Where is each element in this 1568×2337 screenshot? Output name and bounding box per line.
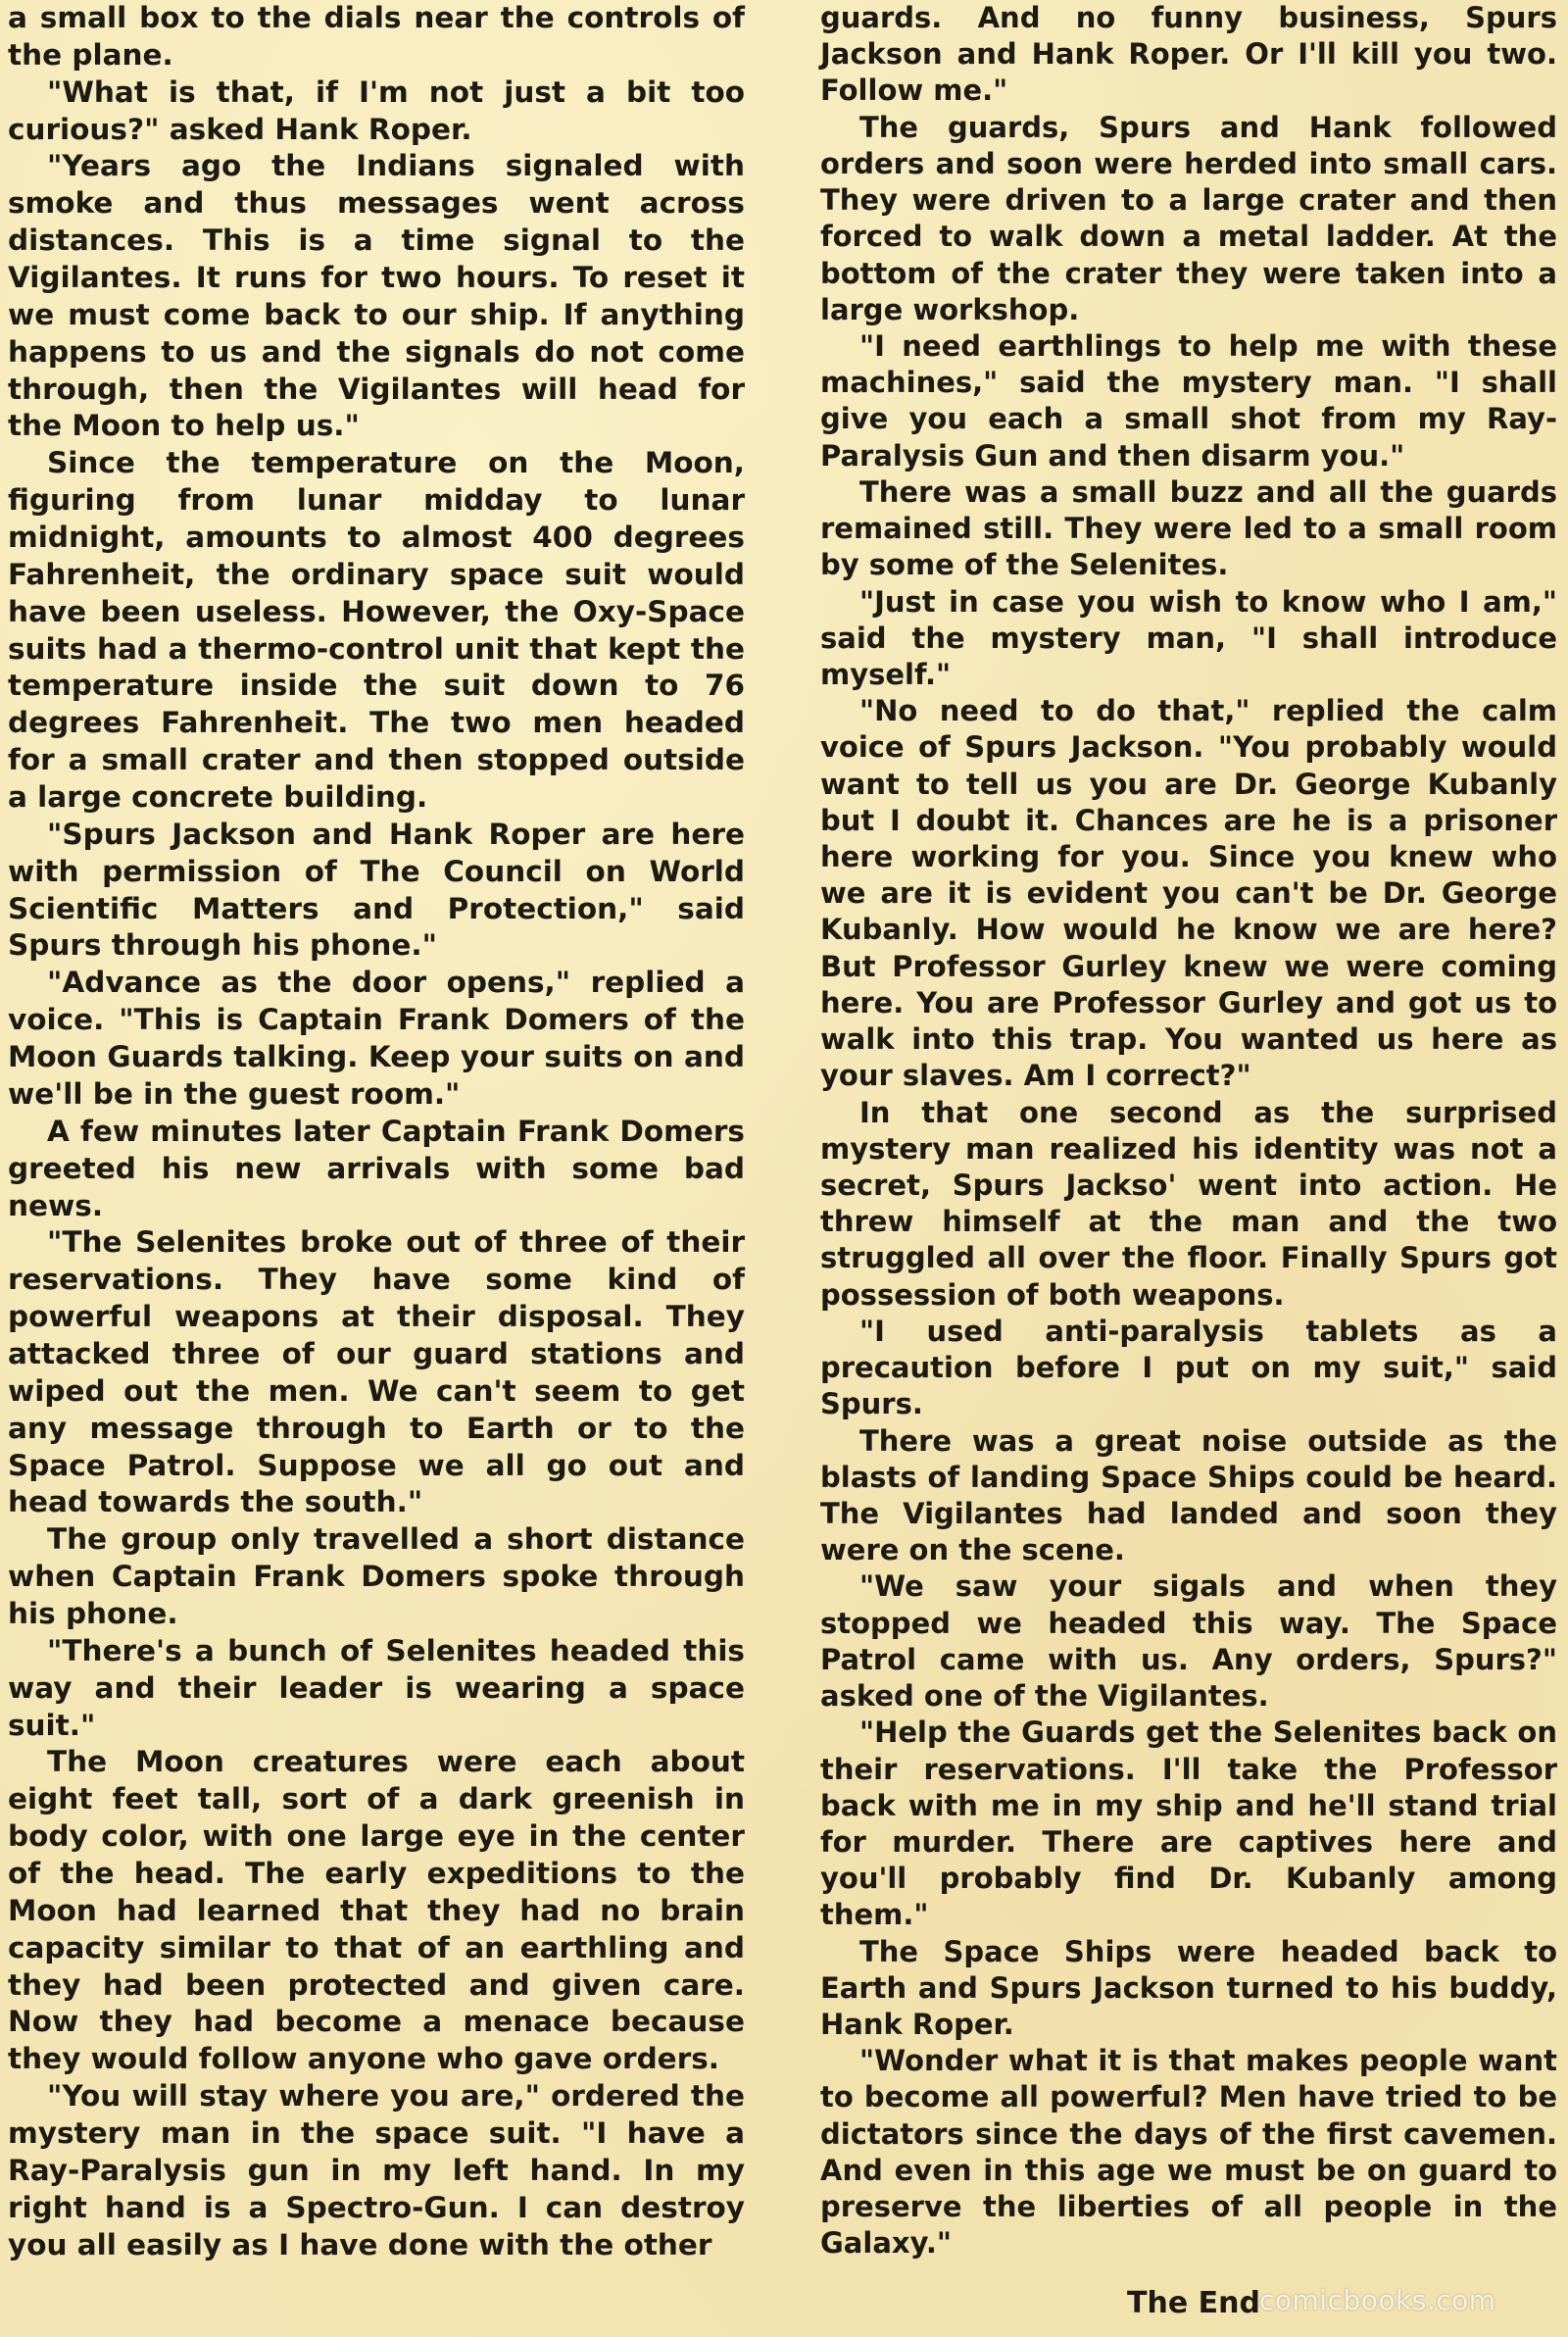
paragraph: "Advance as the door opens," replied a voice. "This is Captain Frank Domers of the Moon Guards talking. Keep your suits on and we'll be in the guest room." — [8, 966, 745, 1111]
paragraph: The Space Ships were headed back to Earth and Spurs Jackson turned to his buddy, Hank Roper. — [820, 1934, 1557, 2042]
paragraph: A few minutes later Captain Frank Domers greeted his new arrivals with some bad news. — [8, 1114, 745, 1222]
paragraph: "Help the Guards get the Selenites back on their reservations. I'll take the Professor back with me in my ship and he'll stand trial for murder. There are captives here and you'll probably find Dr. Kubanly among them." — [820, 1715, 1557, 1932]
paragraph: "We saw your sigals and when they stopped we headed this way. The Space Patrol came with us. Any orders, Spurs?" asked one of the Vigilantes. — [820, 1569, 1557, 1714]
paragraph: "Just in case you wish to know who I am," said the mystery man, "I shall introduce myself." — [820, 584, 1557, 691]
paragraph: There was a great noise outside as the blasts of landing Space Ships could be heard. The Vigilantes had landed and soon they were on the scene. — [820, 1423, 1557, 1567]
paragraph: There was a small buzz and all the guards remained still. They were led to a small room by some of the Selenites. — [820, 474, 1557, 582]
the-end-label: The End — [1127, 2286, 1260, 2320]
right-text-column — [820, 0, 1557, 2262]
site-watermark: comicbooks.com — [1259, 2284, 1496, 2316]
paragraph: "Years ago the Indians signaled with smoke and thus messages went across distances. This is a time signal to the Vigilantes. It runs for two hours. To reset it we must come back to our ship. If anything happens to us and the signals do not come through, then the Vigilantes will head for the Moon to help us." — [8, 149, 745, 443]
paragraph: "Wonder what it is that makes people want to become all powerful? Men have tried to be dictators since the days of the first cavemen. And even in this age we must be on guard to preserve the liberties of all people in the Galaxy." — [820, 2044, 1557, 2261]
paragraph: Since the temperature on the Moon, figuring from lunar midday to lunar midnight, amounts to almost 400 degrees Fahrenheit, the ordinary space suit would have been useless. However, the Oxy-Space suits had a thermo-control unit that kept the temperature inside the suit down to 76 degrees Fahrenheit. The two men headed for a small crater and then stopped outside a large concrete building. — [8, 446, 745, 815]
paragraph: "There's a bunch of Selenites headed this way and their leader is wearing a space suit." — [8, 1633, 745, 1742]
left-text-column — [8, 0, 745, 2263]
paragraph: The guards, Spurs and Hank followed orders and soon were herded into small cars. They were driven to a large crater and then forced to walk down a metal ladder. At the bottom of the crater they were taken into a large workshop. — [820, 110, 1557, 326]
paragraph: a small box to the dials near the controls of the plane. — [8, 1, 745, 72]
paragraph: "Spurs Jackson and Hank Roper are here with permission of The Council on World Scientific Matters and Protection," said Spurs through his phone." — [8, 817, 745, 963]
paragraph: "No need to do that," replied the calm voice of Spurs Jackson. "You probably would want to tell us you are Dr. George Kubanly but I doubt it. Chances are he is a prisoner here working for you. Since you knew who we are it is evident you can't be Dr. George Kubanly. How would he know we are here? But Professor Gurley knew we were coming here. You are Professor Gurley and got us to walk into this trap. You wanted us here as your slaves. Am I correct?" — [820, 694, 1557, 1093]
paragraph: The Moon creatures were each about eight feet tall, sort of a dark greenish in body color, with one large eye in the center of the head. The early expeditions to the Moon had learned that they had no brain capacity similar to that of an earthling and they had been protected and given care. Now they had become a menace because they would follow anyone who gave orders. — [8, 1745, 745, 2076]
paragraph: The group only travelled a short distance when Captain Frank Domers spoke through his phone. — [8, 1522, 745, 1630]
paragraph: guards. And no funny business, Spurs Jackson and Hank Roper. Or I'll kill you two. Follow me." — [820, 1, 1557, 108]
paragraph: "You will stay where you are," ordered the mystery man in the space suit. "I have a Ray-Paralysis gun in my left hand. In my right hand is a Spectro-Gun. I can destroy you all easily as I have done with the other — [8, 2079, 745, 2262]
paragraph: In that one second as the surprised mystery man realized his identity was not a secret, Spurs Jackso' went into action. He threw himself at the man and the two struggled all over the floor. Finally Spurs got possession of both weapons. — [820, 1095, 1557, 1312]
paragraph: "What is that, if I'm not just a bit too curious?" asked Hank Roper. — [8, 75, 745, 146]
paragraph: "I need earthlings to help me with these machines," said the mystery man. "I shall give you each a small shot from my Ray-Paralysis Gun and then disarm you." — [820, 328, 1557, 472]
paragraph: "I used anti-paralysis tablets as a precaution before I put on my suit," said Spurs. — [820, 1314, 1557, 1421]
paragraph: "The Selenites broke out of three of their reservations. They have some kind of powerful weapons at their disposal. They attacked three of our guard stations and wiped out the men. We can't seem to get any message through to Earth or to the Space Patrol. Suppose we all go out and head towards the south." — [8, 1225, 745, 1519]
